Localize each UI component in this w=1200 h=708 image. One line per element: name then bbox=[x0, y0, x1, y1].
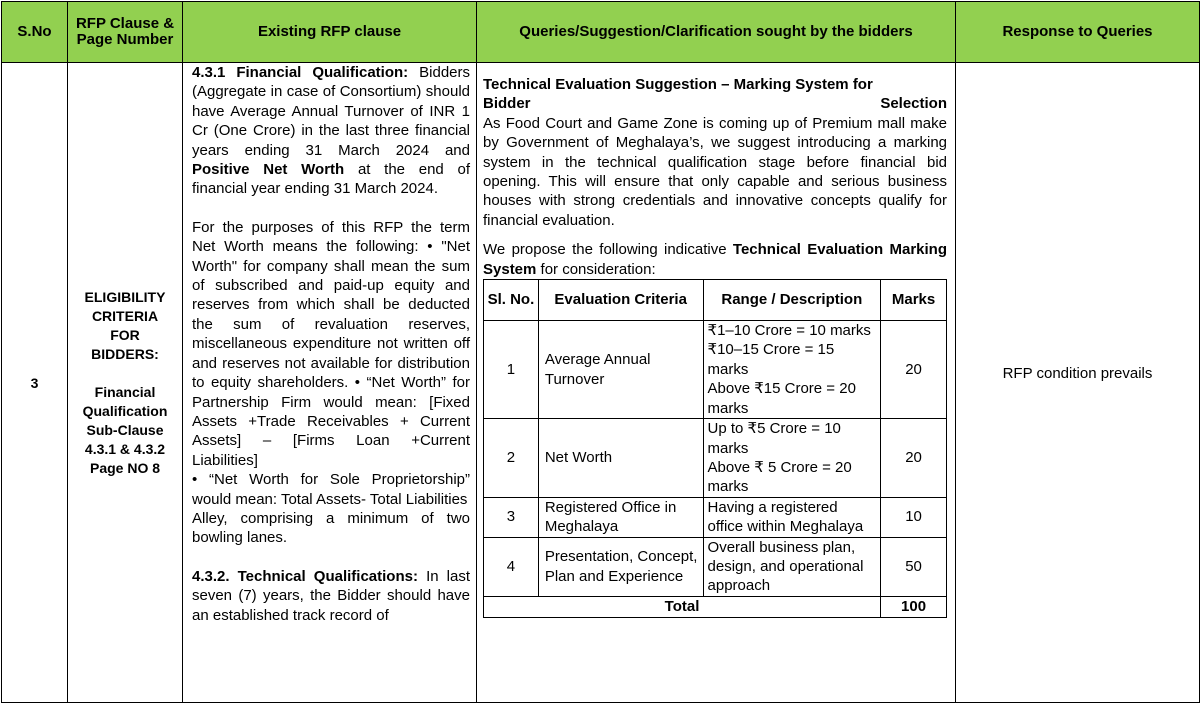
fq-heading: 4.3.1 Financial Qualification: bbox=[192, 64, 409, 81]
row-existing-clause bbox=[183, 63, 477, 703]
marking-marks: 20 bbox=[881, 321, 947, 419]
tq-heading: 4.3.2. Technical Qualifications: bbox=[192, 567, 418, 585]
sole-proprietorship: • “Net Worth for Sole Proprietorship” would mean: Total Assets- Total Liabilities bbox=[192, 471, 470, 508]
clause-ref-line: ELIGIBILITY bbox=[84, 288, 166, 305]
range-line: Having a registered office within Meghalaya bbox=[707, 498, 864, 536]
marking-criteria: Presentation, Concept, Plan and Experience bbox=[538, 537, 703, 596]
range-line: Above ₹15 Crore = 20 marks bbox=[707, 380, 856, 417]
clause-ref-line: Sub-Clause bbox=[86, 421, 164, 438]
marking-range bbox=[703, 321, 881, 419]
clause-ref-line: Financial bbox=[94, 383, 156, 400]
clause-ref-line: Page NO 8 bbox=[89, 459, 161, 476]
row-response: RFP condition prevails bbox=[956, 63, 1200, 703]
marking-marks: 10 bbox=[881, 497, 947, 537]
range-line: ₹10–15 Crore = 15 marks bbox=[707, 341, 835, 378]
header-sno: S.No bbox=[2, 2, 68, 63]
suggestion-para2 bbox=[483, 240, 947, 279]
marking-total-label: Total bbox=[484, 596, 881, 617]
marking-total-marks: 100 bbox=[881, 596, 947, 617]
tq-text: In last seven (7) years, the Bidder should have an established track record of bbox=[192, 567, 470, 624]
marking-header-criteria: Evaluation Criteria bbox=[538, 280, 703, 321]
row-queries bbox=[477, 63, 956, 703]
marking-range bbox=[703, 419, 881, 498]
marking-header-range: Range / Description bbox=[703, 280, 881, 321]
marking-marks: 20 bbox=[881, 419, 947, 498]
suggestion-title: Technical Evaluation Suggestion – Marking System for bbox=[483, 76, 873, 93]
clause-ref-line: Qualification bbox=[82, 402, 168, 419]
table-row bbox=[2, 63, 1200, 703]
marking-criteria: Average Annual Turnover bbox=[538, 321, 703, 419]
marking-sl: 3 bbox=[484, 497, 539, 537]
technical-qualification-para bbox=[192, 567, 470, 625]
marking-sl: 4 bbox=[484, 537, 539, 596]
fq-text-b: at the end of financial year ending 31 March 2024. bbox=[192, 161, 471, 198]
marking-row bbox=[484, 419, 947, 498]
fq-bold: Positive Net Worth bbox=[192, 161, 345, 179]
suggestion-para1: As Food Court and Game Zone is coming up of Premium mall make by Government of Meghalaya’s, we suggest introducing a marking system in the technical qualification stage before financial bid opening. This will ensure that only capable and serious business houses with strong credentials and innovative concepts qualify for financial evaluation. bbox=[483, 114, 947, 229]
marking-row bbox=[484, 537, 947, 596]
header-clause-ref: RFP Clause & Page Number bbox=[68, 2, 183, 63]
marking-sl: 1 bbox=[484, 321, 539, 419]
clause-ref-line: FOR bbox=[110, 326, 140, 343]
marking-range bbox=[703, 497, 881, 537]
header-queries: Queries/Suggestion/Clarification sought by the bidders bbox=[477, 2, 956, 63]
range-line: Overall business plan, design, and operational approach bbox=[707, 538, 864, 595]
marking-row bbox=[484, 321, 947, 419]
marking-criteria: Registered Office in Meghalaya bbox=[538, 497, 703, 537]
marking-header-row bbox=[484, 280, 947, 321]
header-existing-clause: Existing RFP clause bbox=[183, 2, 477, 63]
range-line: ₹1–10 Crore = 10 marks bbox=[707, 322, 871, 340]
clause-ref-line: 4.3.1 & 4.3.2 bbox=[84, 440, 166, 457]
title-bidder: Bidder bbox=[483, 95, 531, 113]
header-row bbox=[2, 2, 1200, 63]
marking-header-sl: Sl. No. bbox=[484, 280, 539, 321]
range-line: Up to ₹5 Crore = 10 marks bbox=[707, 420, 841, 457]
marking-row bbox=[484, 497, 947, 537]
financial-qualification-para bbox=[192, 63, 470, 199]
para2-bold: Technical Evaluation Marking System bbox=[483, 241, 948, 278]
alley-text: Alley, comprising a minimum of two bowling lanes. bbox=[192, 509, 470, 547]
queries-response-table bbox=[1, 1, 1200, 703]
marking-sl: 2 bbox=[484, 419, 539, 498]
networth-definition: For the purposes of this RFP the term Net Worth means the following: • "Net Worth" for company shall mean the sum of subscribed and paid-up equity and reserves from which shall be deducted the sum of revaluation reserves, miscellaneous expenditure not written off and reserves not available for distribution to equity shareholders. • “Net Worth” for Partnership Firm would mean: [Fixed Assets +Trade Receivables + Current Assets] – [Firms Loan +Current Liabilities] bbox=[192, 218, 470, 469]
marking-criteria: Net Worth bbox=[538, 419, 703, 498]
marking-system-table bbox=[483, 279, 947, 618]
marking-total-row bbox=[484, 596, 947, 617]
title-selection: Selection bbox=[880, 95, 947, 113]
header-response: Response to Queries bbox=[956, 2, 1200, 63]
suggestion-title-line2 bbox=[483, 94, 947, 113]
marking-header-marks: Marks bbox=[881, 280, 947, 321]
row-clause-ref bbox=[68, 63, 183, 703]
clause-ref-line: BIDDERS: bbox=[91, 345, 159, 362]
fq-text-a: Bidders (Aggregate in case of Consortium) should have Average Annual Turnover of INR 1 Cr (One Crore) in the last three financial years ending 31 March 2024 and bbox=[192, 64, 470, 159]
marking-marks: 50 bbox=[881, 537, 947, 596]
para2-text-a: We propose the following indicative bbox=[483, 241, 727, 259]
clause-ref-line: CRITERIA bbox=[91, 307, 159, 324]
row-sno: 3 bbox=[2, 63, 68, 703]
range-line: Above ₹ 5 Crore = 20 marks bbox=[707, 458, 852, 496]
marking-range bbox=[703, 537, 881, 596]
para2-text-b: for consideration: bbox=[540, 260, 656, 278]
